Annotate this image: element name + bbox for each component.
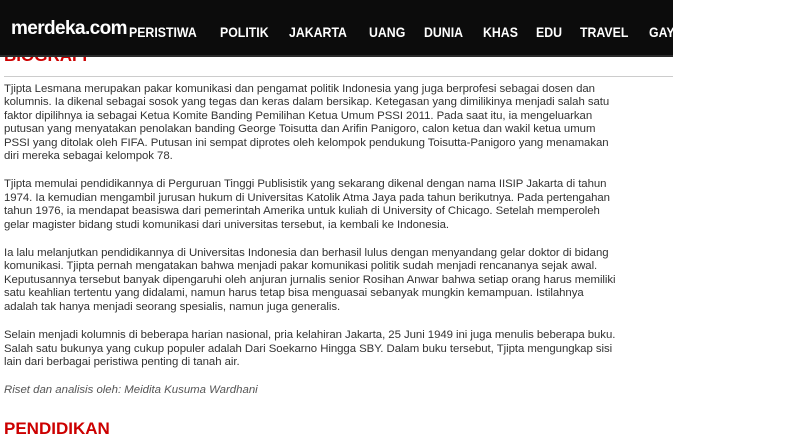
- nav-item-sport[interactable]: SPOR: [756, 24, 792, 40]
- text-line: adalah tak hanya menjadi seorang spesialis, namun juga generalis.: [4, 300, 341, 313]
- nav-item-khas[interactable]: KHAS: [482, 24, 518, 40]
- text-line: Tjipta Lesmana merupakan pakar komunikasi dan pengamat politik Indonesia yang juga berprofesi sebagai dosen dan: [4, 83, 595, 95]
- section-heading-pendidikan: PENDIDIKAN: [4, 419, 110, 438]
- text-line: Salah satu bukunya yang cukup populer adalah Dari Soekarno Hingga SBY. Dalam buku tersebut, Tjipta mengungkap sisi: [4, 342, 613, 355]
- site-logo[interactable]: merdeka.com: [11, 18, 127, 39]
- biography-paragraph: [4, 178, 676, 232]
- nav-item-edu[interactable]: EDU: [536, 24, 563, 40]
- text-line: kolumnis. Ia dikenal sebagai sosok yang tegas dan keras dalam bersikap. Ketegasan yang dimilikinya menjadi salah satu: [4, 96, 610, 109]
- text-line: Selain menjadi kolumnis di beberapa harian nasional, pria kelahiran Jakarta, 25 Juni 1949 ini juga menulis beberapa buku.: [4, 329, 616, 342]
- nav-item-dunia[interactable]: DUNIA: [424, 24, 464, 40]
- nav-item-artis[interactable]: ARTIS: [700, 24, 738, 40]
- section-divider: [4, 76, 673, 77]
- text-line: lain dari berbagai peristiwa penting di tanah air.: [4, 355, 240, 368]
- nav-item-gaya[interactable]: GAYA: [648, 24, 683, 40]
- nav-menu: [129, 23, 810, 41]
- text-line: Tjipta memulai pendidikannya di Perguruan Tinggi Publisistik yang sekarang dikenal dengan nama IISIP Jakarta di tahun: [4, 178, 607, 191]
- text-line: gelar magister bidang studi komunikasi dari universitas tersebut, ia kembali ke Indonesia.: [4, 218, 450, 231]
- text-line: 1974. Ia kemudian mengambil jurusan hukum di Universitas Katolik Atma Jaya pada tahun berikutnya. Pada pertengahan: [4, 191, 610, 204]
- text-line: komunikasi. Tjipta pernah mengatakan bahwa menjadi pakar komunikasi politik sudah menjadi rencananya sejak awal.: [4, 260, 598, 273]
- biography-text: [4, 83, 676, 398]
- nav-item-jakarta[interactable]: JAKARTA: [289, 24, 348, 40]
- biography-paragraph: [4, 83, 676, 163]
- text-line: faktor dipilihnya ia sebagai Ketua Komite Banding Pemilihan Ketua Umum PSSI 2011. Pada saat itu, ia mengeluarkan: [4, 109, 593, 122]
- text-line: satu keahlian tertentu yang didalami, namun harus tetap bisa menguasai sebanyak mungkin kemampuan. Istilahnya: [4, 287, 584, 300]
- biography-paragraph: [4, 247, 676, 314]
- text-line: putusan yang menyatakan penolakan banding George Toisutta dan Arifin Panigoro, calon ketua dan wakil ketua umum: [4, 123, 596, 136]
- nav-item-politik[interactable]: POLITIK: [220, 24, 269, 40]
- text-line: diri mereka sebagai kelompok 78.: [4, 150, 173, 163]
- text-line: Keputusannya tersebut banyak dipengaruhi oleh anjuran jurnalis senior Rosihan Anwar bahwa setiap orang harus memiliki: [4, 273, 616, 286]
- text-line: Ia lalu melanjutkan pendidikannya di Universitas Indonesia dan berhasil lulus dengan menyandang gelar doktor di bidang: [4, 247, 609, 260]
- top-navbar: [0, 0, 792, 57]
- text-line: PSSI yang ditolak oleh FIFA. Putusan ini sempat diprotes oleh kelompok pendukung Toisutta-Panigoro yang menamakan: [4, 136, 609, 149]
- nav-item-uang[interactable]: UANG: [369, 24, 406, 40]
- research-credit: Riset dan analisis oleh: Meidita Kusuma Wardhani: [4, 384, 258, 397]
- nav-item-travel[interactable]: TRAVEL: [579, 24, 629, 40]
- nav-item-peristiwa[interactable]: PERISTIWA: [129, 24, 197, 40]
- biography-paragraph: [4, 329, 676, 369]
- text-line: tahun 1976, ia mendapat beasiswa dari pemerintah Amerika untuk kuliah di University of Chicago. Setelah memperoleh: [4, 205, 600, 218]
